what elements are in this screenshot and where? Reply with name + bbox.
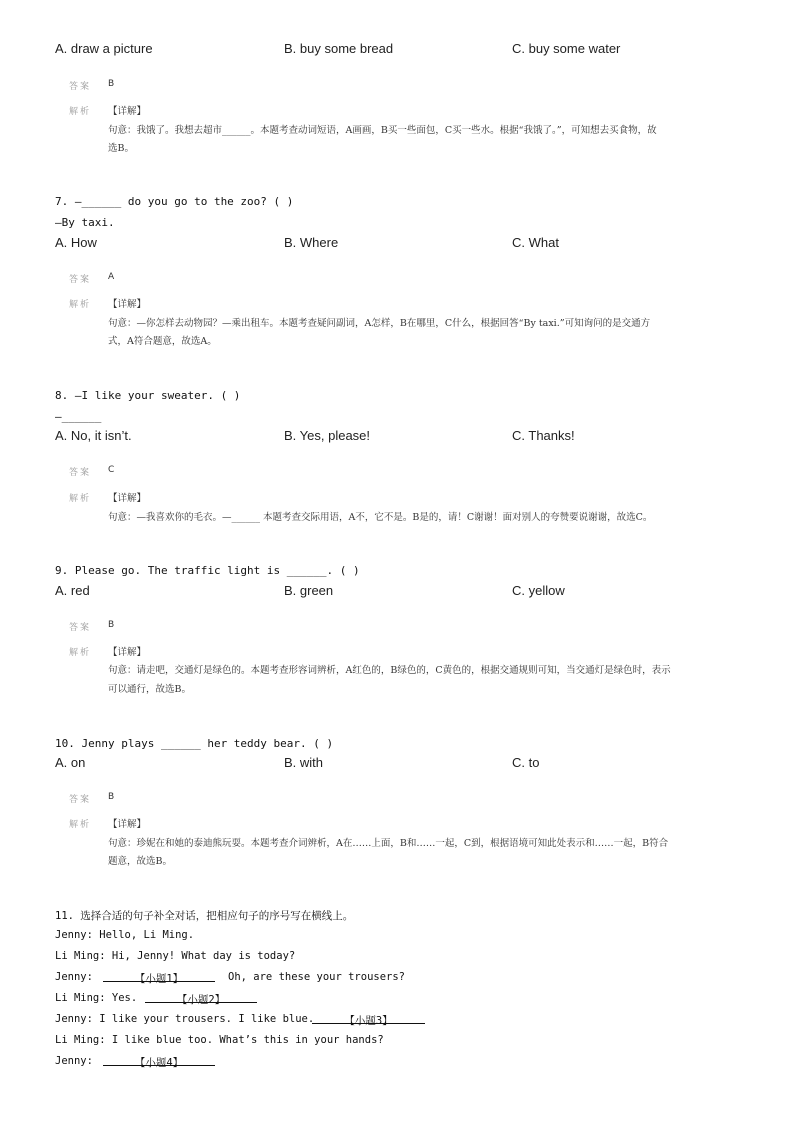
q7-stem-reply: —By taxi. xyxy=(55,216,115,229)
q7-analysis-label: 解析 xyxy=(69,300,92,310)
q8-answer: C xyxy=(108,465,115,475)
q6-answer: B xyxy=(108,79,115,89)
q10-explanation-line1: 句意：珍妮在和她的泰迪熊玩耍。本题考查介词辨析，A在……上面，B和……一起，C到，根据语境可知此处表示和……一起，B符合 xyxy=(108,838,669,849)
q8-answer-label: 答案 xyxy=(69,468,92,478)
q8-stem: 8. —I like your sweater. ( ) xyxy=(55,389,241,402)
q10-detail-tag: 【详解】 xyxy=(108,819,147,830)
q7-explanation-line2: 式，A符合题意，故选A。 xyxy=(108,336,217,347)
q11-blank-4[interactable]: 【小题4】 xyxy=(103,1055,215,1066)
q10-stem: 10. Jenny plays ______ her teddy bear. ( ) xyxy=(55,737,334,750)
q6-explanation-line2: 选B。 xyxy=(108,143,134,154)
q11-line-1: Jenny: Hello, Li Ming. xyxy=(55,929,195,941)
q10-option-a: A. on xyxy=(55,755,86,770)
q6-explanation-line1: 句意：我饿了。我想去超市______。本题考查动词短语，A画画，B买一些面包，C买一些水。根据“我饿了。”，可知想去买食物，故 xyxy=(108,125,657,136)
q7-explanation-line1: 句意：—你怎样去动物园？—乘出租车。本题考查疑问副词，A怎样，B在哪里，C什么，根据回答“By taxi.”可知询问的是交通方 xyxy=(108,318,651,329)
q11-blank-3[interactable]: 【小题3】 xyxy=(312,1013,425,1024)
q8-analysis-label: 解析 xyxy=(69,494,92,504)
q9-detail-tag: 【详解】 xyxy=(108,647,147,658)
q6-option-a: A. draw a picture xyxy=(55,41,153,56)
q9-answer: B xyxy=(108,620,115,630)
q7-stem: 7. —______ do you go to the zoo? ( ) xyxy=(55,195,294,208)
q6-analysis-label: 解析 xyxy=(69,107,92,117)
q6-option-b: B. buy some bread xyxy=(284,41,394,56)
q11-line-5-text: Jenny: I like your trousers. I like blue. xyxy=(55,1013,315,1025)
q8-explanation-line1: 句意：—我喜欢你的毛衣。—______ 本题考查交际用语，A不，它不是。B是的，请！C谢谢！面对别人的夸赞要说谢谢，故选C。 xyxy=(108,512,653,523)
q7-option-a: A. How xyxy=(55,235,97,250)
q9-answer-label: 答案 xyxy=(69,623,92,633)
q9-explanation-line2: 可以通行，故选B。 xyxy=(108,684,191,695)
q11-stem: 11. 选择合适的句子补全对话，把相应句子的序号写在横线上。 xyxy=(55,910,354,922)
q11-blank-2[interactable]: 【小题2】 xyxy=(145,992,257,1003)
q9-option-a: A. red xyxy=(55,583,90,598)
q11-blank-1[interactable]: 【小题1】 xyxy=(103,971,215,982)
q7-answer: A xyxy=(108,272,115,282)
q8-option-a: A. No, it isn’t. xyxy=(55,428,132,443)
q9-option-b: B. green xyxy=(284,583,334,598)
q7-detail-tag: 【详解】 xyxy=(108,299,147,310)
q8-option-b: B. Yes, please! xyxy=(284,428,371,443)
q9-stem: 9. Please go. The traffic light is ______. ( ) xyxy=(55,564,360,577)
q10-answer-label: 答案 xyxy=(69,795,92,805)
q7-option-c: C. What xyxy=(512,235,559,250)
q9-analysis-label: 解析 xyxy=(69,648,92,658)
q10-analysis-label: 解析 xyxy=(69,820,92,830)
q7-option-b: B. Where xyxy=(284,235,339,250)
q11-line-2: Li Ming: Hi, Jenny! What day is today? xyxy=(55,950,296,962)
q6-option-c: C. buy some water xyxy=(512,41,621,56)
q8-detail-tag: 【详解】 xyxy=(108,493,147,504)
q10-answer: B xyxy=(108,792,115,802)
q6-detail-tag: 【详解】 xyxy=(108,106,147,117)
q10-option-b: B. with xyxy=(284,755,324,770)
q10-option-c: C. to xyxy=(512,755,540,770)
q11-line-7-speaker: Jenny: xyxy=(55,1055,93,1067)
q8-stem-reply: —______ xyxy=(55,410,102,423)
q9-option-c: C. yellow xyxy=(512,583,565,598)
q11-line-3-speaker: Jenny: xyxy=(55,971,93,983)
q11-line-4-text: Li Ming: Yes. xyxy=(55,992,138,1004)
q7-answer-label: 答案 xyxy=(69,275,92,285)
q11-line-6: Li Ming: I like blue too. What’s this in your hands? xyxy=(55,1034,384,1046)
q10-explanation-line2: 题意，故选B。 xyxy=(108,856,172,867)
q8-option-c: C. Thanks! xyxy=(512,428,575,443)
q9-explanation-line1: 句意：请走吧，交通灯是绿色的。本题考查形容词辨析，A红色的，B绿色的，C黄色的，根据交通规则可知，当交通灯是绿色时，表示 xyxy=(108,665,671,676)
q6-answer-label: 答案 xyxy=(69,82,92,92)
q11-line-3-text: Oh, are these your trousers? xyxy=(228,971,406,983)
